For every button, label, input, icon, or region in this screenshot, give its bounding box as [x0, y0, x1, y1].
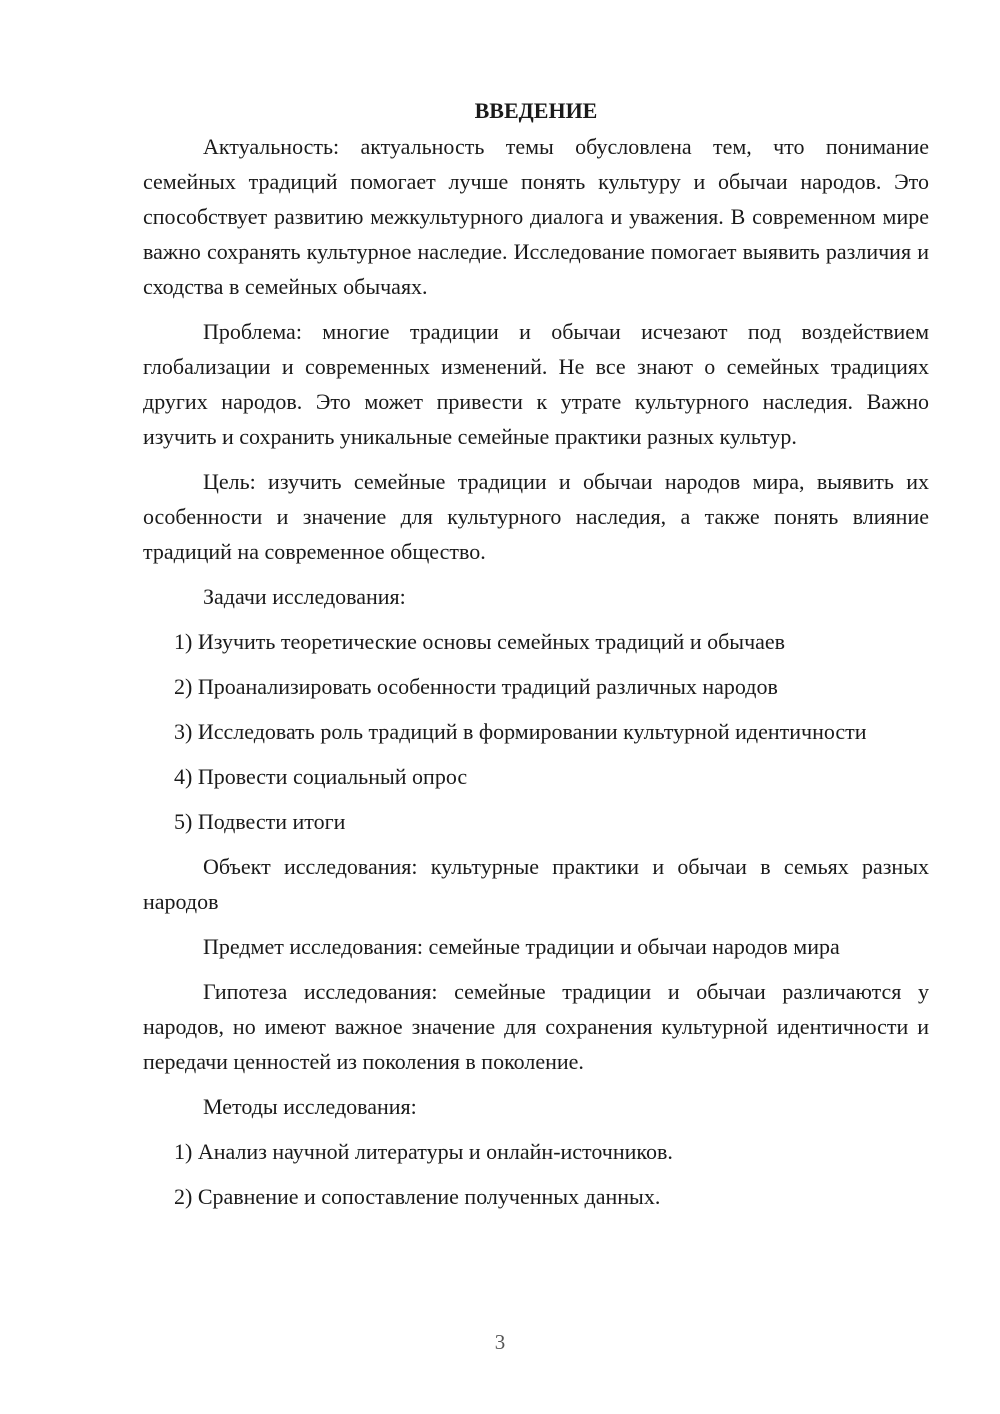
page-title: ВВЕДЕНИЕ: [474, 98, 598, 123]
relevance-paragraph: Актуальность: актуальность темы обусловлена тем, что понимание семейных традиций помогает лучше понять культуру и обычаи народов. Это способствует развитию межкультурного диалога и уважения. В современном мире важно сохранять культурное наследие. Исследование помогает выявить различия и сходства в семейных обычаях.: [143, 134, 929, 299]
subject-paragraph: Предмет исследования: семейные традиции и обычаи народов мира: [203, 934, 840, 959]
hypothesis-paragraph: Гипотеза исследования: семейные традиции и обычаи различаются у народов, но имеют важное значение для сохранения культурной идентичности и передачи ценностей из поколения в поколение.: [143, 979, 929, 1074]
tasks-heading: Задачи исследования:: [203, 584, 406, 609]
task-item: 5) Подвести итоги: [174, 809, 346, 834]
task-item: 2) Проанализировать особенности традиций различных народов: [174, 674, 778, 699]
tasks-list: [143, 624, 929, 839]
task-item: 4) Провести социальный опрос: [174, 764, 468, 789]
methods-heading: Методы исследования:: [203, 1094, 417, 1119]
document-page: [143, 93, 929, 1224]
object-paragraph: Объект исследования: культурные практики и обычаи в семьях разных народов: [143, 854, 929, 914]
goal-paragraph: Цель: изучить семейные традиции и обычаи народов мира, выявить их особенности и значение для культурного наследия, а также понять влияние традиций на современное общество.: [143, 469, 929, 564]
task-item: 1) Изучить теоретические основы семейных традиций и обычаев: [174, 629, 786, 654]
method-item: 2) Сравнение и сопоставление полученных данных.: [174, 1184, 661, 1209]
methods-list: [143, 1134, 929, 1214]
method-item: 1) Анализ научной литературы и онлайн-источников.: [174, 1139, 673, 1164]
page-number: 3: [494, 1330, 506, 1354]
problem-paragraph: Проблема: многие традиции и обычаи исчезают под воздействием глобализации и современных изменений. Не все знают о семейных традициях других народов. Это может привести к утрате культурного наследия. Важно изучить и сохранить уникальные семейные практики разных культур.: [143, 319, 929, 449]
task-item: 3) Исследовать роль традиций в формировании культурной идентичности: [174, 719, 867, 744]
